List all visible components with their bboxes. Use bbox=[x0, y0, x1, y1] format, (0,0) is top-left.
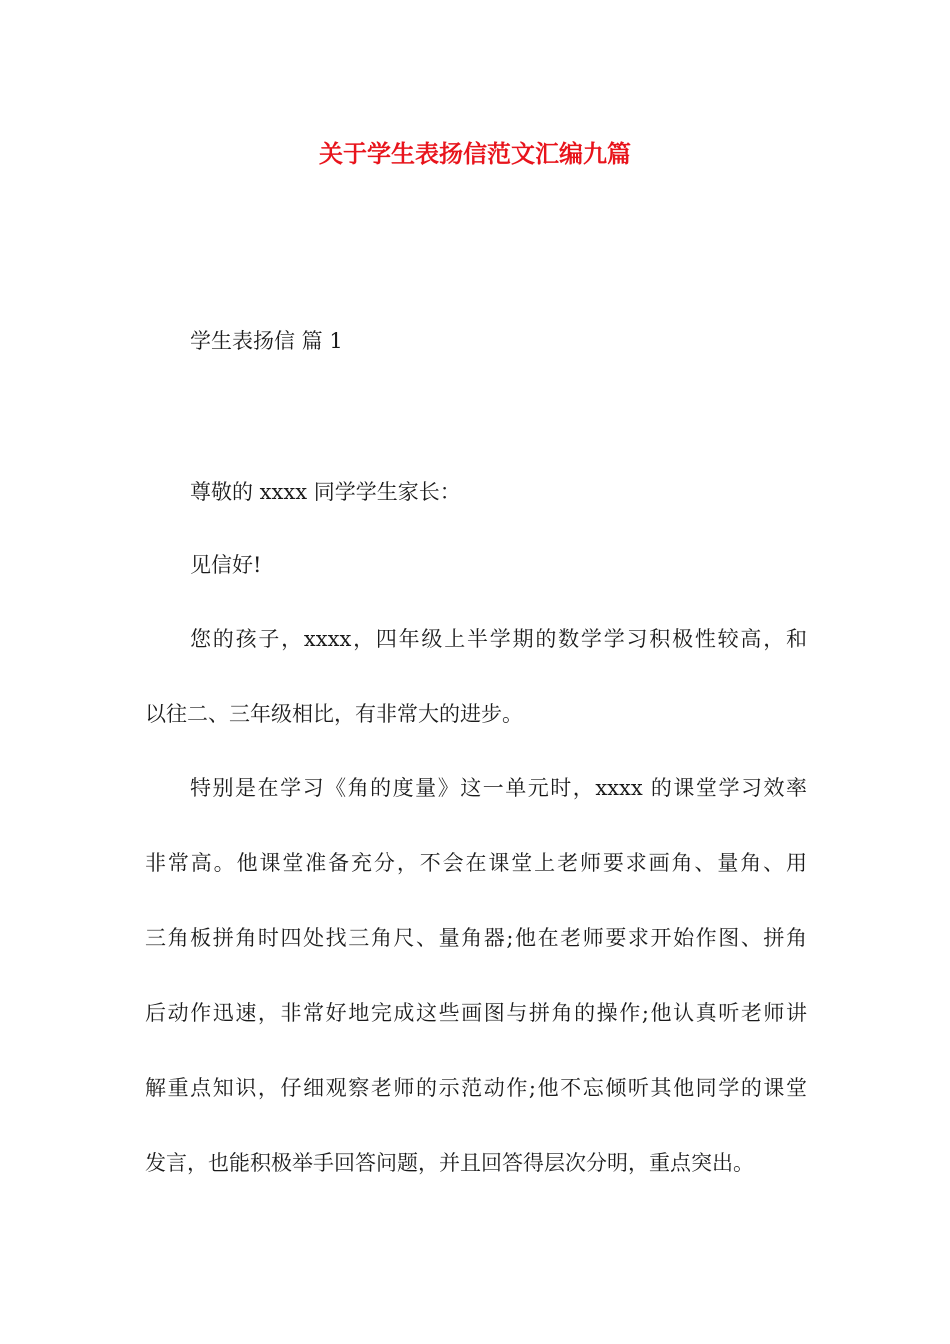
paragraph-2-line-5: 解重点知识，仔细观察老师的示范动作;他不忘倾听其他同学的课堂 bbox=[145, 1076, 807, 1100]
paragraph-2-line-4: 后动作迅速，非常好地完成这些画图与拼角的操作;他认真听老师讲 bbox=[145, 1001, 807, 1025]
paragraph-1-line-2: 以往二、三年级相比，有非常大的进步。 bbox=[145, 702, 523, 726]
paragraph-2-line-1: 特别是在学习《角的度量》这一单元时，xxxx 的课堂学习效率 bbox=[190, 776, 807, 800]
document-title: 关于学生表扬信范文汇编九篇 bbox=[319, 139, 631, 168]
paragraph-2-line-3: 三角板拼角时四处找三角尺、量角器;他在老师要求开始作图、拼角 bbox=[145, 926, 807, 950]
section-heading: 学生表扬信 篇 1 bbox=[190, 329, 343, 353]
paragraph-2-line-2: 非常高。他课堂准备充分，不会在课堂上老师要求画角、量角、用 bbox=[145, 851, 807, 875]
paragraph-2-line-6: 发言，也能积极举手回答问题，并且回答得层次分明，重点突出。 bbox=[145, 1151, 754, 1175]
paragraph-1-line-1: 您的孩子，xxxx，四年级上半学期的数学学习积极性较高，和 bbox=[190, 627, 807, 651]
salutation: 尊敬的 xxxx 同学学生家长： bbox=[190, 480, 461, 504]
greeting: 见信好! bbox=[190, 553, 262, 577]
